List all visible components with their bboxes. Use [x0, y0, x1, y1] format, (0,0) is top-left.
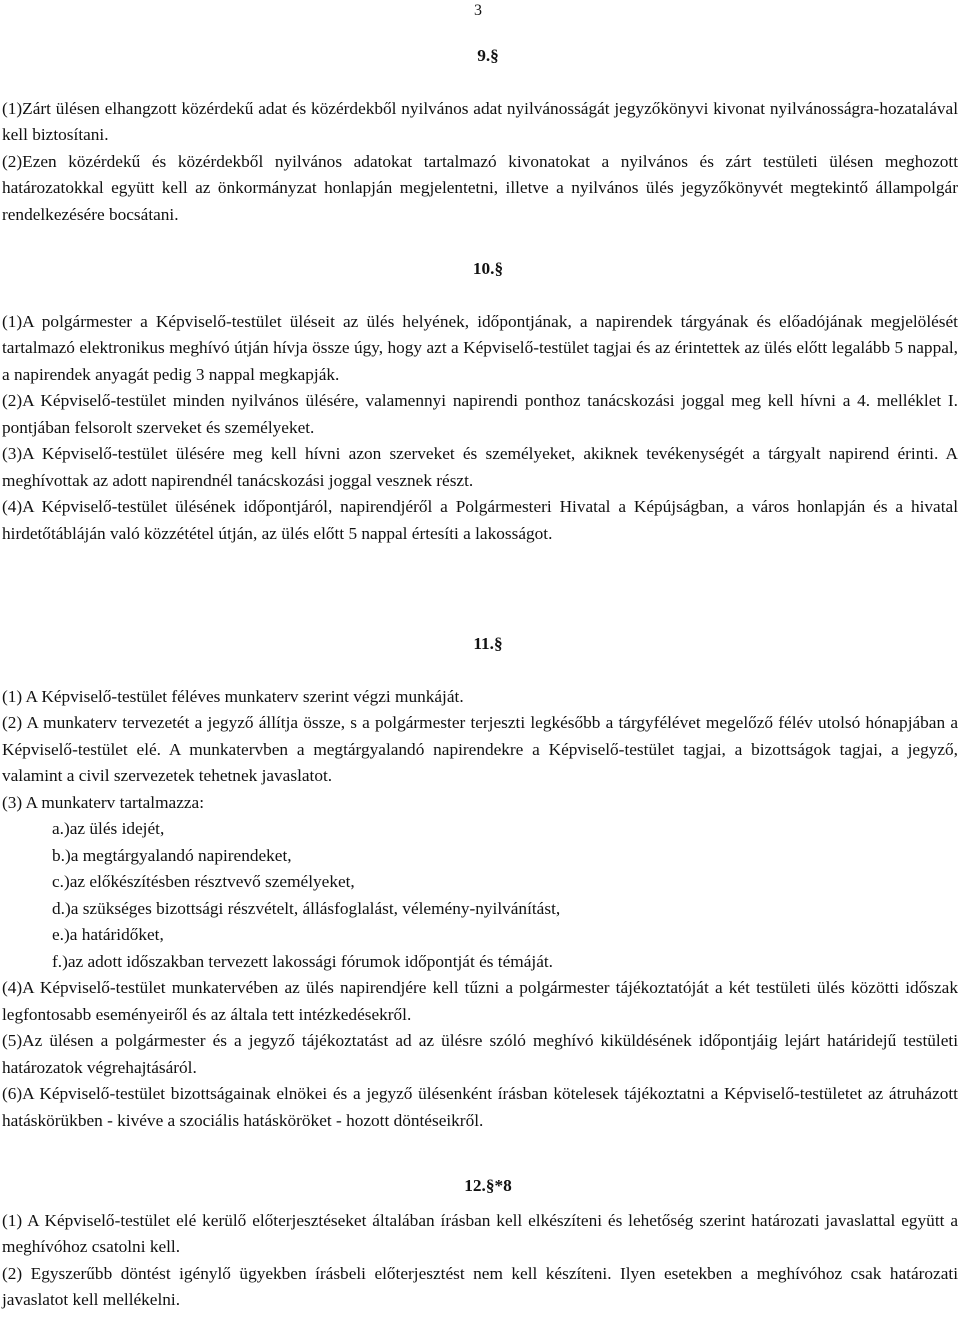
section-10: [2, 256, 958, 547]
paragraph: (3) A munkaterv tartalmazza:: [2, 792, 205, 812]
list-item: a.)az ülés idejét,: [52, 819, 165, 838]
paragraph: (3)A Képviselő-testület ülésére meg kell hívni azon szerveket és személyeket, akiknek tevékenységét a tárgyalt napirend érinti. A meghívottak az adott napirendnél tanácskozási joggal vesznek részt.: [2, 444, 958, 490]
paragraph: (4)A Képviselő-testület munkatervében az ülés napirendjére kell tűzni a polgármester tájékoztatóját a két testületi ülés közötti időszak legfontosabb eseményeiről és az általa tett intézkedésekről.: [2, 978, 958, 1024]
section-11: [2, 631, 958, 1134]
section-heading: 10.§: [472, 259, 504, 278]
paragraph: (1)A polgármester a Képviselő-testület üléseit az ülés helyének, időpontjának, a napirendek tárgyának és előadójának megjelölését tartalmazó elektronikus meghívó útján hívja össze úgy, hogy azt a Képviselő-testület tagjai és az érintettek az ülés előtt legalább 5 nappal, a napirendek anyagát pedig 3 nappal megkapják.: [2, 311, 958, 384]
page-number: 3: [474, 2, 482, 19]
paragraph: (2)Ezen közérdekű és közérdekből nyilvános adatokat tartalmazó kivonatokat a nyilvános és zárt testületi ülésen meghozott határozatokkal együtt kell az önkormányzat honlapján megjelentetni, illetve a nyilvános ülés jegyzőkönyvét megtekintő állampolgár rendelkezésére bocsátani.: [2, 151, 958, 224]
paragraph: (2)A Képviselő-testület minden nyilvános ülésére, valamennyi napirendi ponthoz tanácskozási joggal meg kell hívni a 4. melléklet I. pontjában felsorolt szerveket és személyeket.: [2, 391, 958, 437]
section-heading: 12.§*8: [464, 1176, 512, 1195]
paragraph: (1) A Képviselő-testület elé kerülő előterjesztéseket általában írásban kell elkészíteni és lehetőség szerint határozati javaslattal együtt a meghívóhoz csatolni kell.: [2, 1210, 958, 1256]
list-item: e.)a határidőket,: [52, 925, 164, 944]
list-item: f.)az adott időszakban tervezett lakossági fórumok időpontját és témáját.: [52, 951, 553, 971]
paragraph: (5)Az ülésen a polgármester és a jegyző tájékoztatást ad az ülésre szóló meghívó kiküldésének időpontjáig lejárt határidejű testületi határozatok végrehajtásáról.: [2, 1031, 958, 1077]
section-12: [2, 1173, 958, 1314]
paragraph: (6)A Képviselő-testület bizottságainak elnökei és a jegyző ülésenként írásban kötelesek tájékoztatni a Képviselő-testületet az átruházott hatáskörükben - kivéve a szociális hatásköröket - hozott döntéseikről.: [2, 1084, 958, 1130]
paragraph: (1) A Képviselő-testület féléves munkaterv szerint végzi munkáját.: [2, 686, 464, 706]
paragraph: (2) A munkaterv tervezetét a jegyző állítja össze, s a polgármester terjeszti legkésőbb a tárgyfélévet megelőző félév utolsó hónapjában a Képviselő-testület elé. A munkatervben a megtárgyalandó napirendekre a Képviselő-testület tagjai, a bizottságok tagjai, a jegyző, valamint a civil szervezetek tehetnek javaslatot.: [2, 713, 958, 785]
paragraph: (4)A Képviselő-testület ülésének időpontjáról, napirendjéről a Polgármesteri Hivatal a Képújságban, a város honlapján és a hivatal hirdetőtábláján való közzététel útján, az ülés előtt 5 nappal értesíti a lakosságot.: [2, 497, 958, 543]
paragraph: (1)Zárt ülésen elhangzott közérdekű adat és közérdekből nyilvános adat nyilvánosságát jegyzőkönyvi kivonat nyilvánosságra-hozatalával kell biztosítani.: [2, 98, 958, 144]
list-item: d.)a szükséges bizottsági részvételt, állásfoglalást, vélemény-nyilvánítást,: [52, 898, 561, 918]
section-heading: 11.§: [473, 634, 503, 653]
list-item: c.)az előkészítésben résztvevő személyeket,: [52, 872, 355, 891]
paragraph: (2) Egyszerűbb döntést igénylő ügyekben írásbeli előterjesztést nem kell készíteni. Ilyen esetekben a meghívóhoz csak határozati javaslatot kell mellékelni.: [2, 1263, 958, 1309]
section-heading: 9.§: [477, 46, 499, 65]
section-9: [2, 43, 958, 228]
list-item: b.)a megtárgyalandó napirendeket,: [52, 845, 292, 865]
